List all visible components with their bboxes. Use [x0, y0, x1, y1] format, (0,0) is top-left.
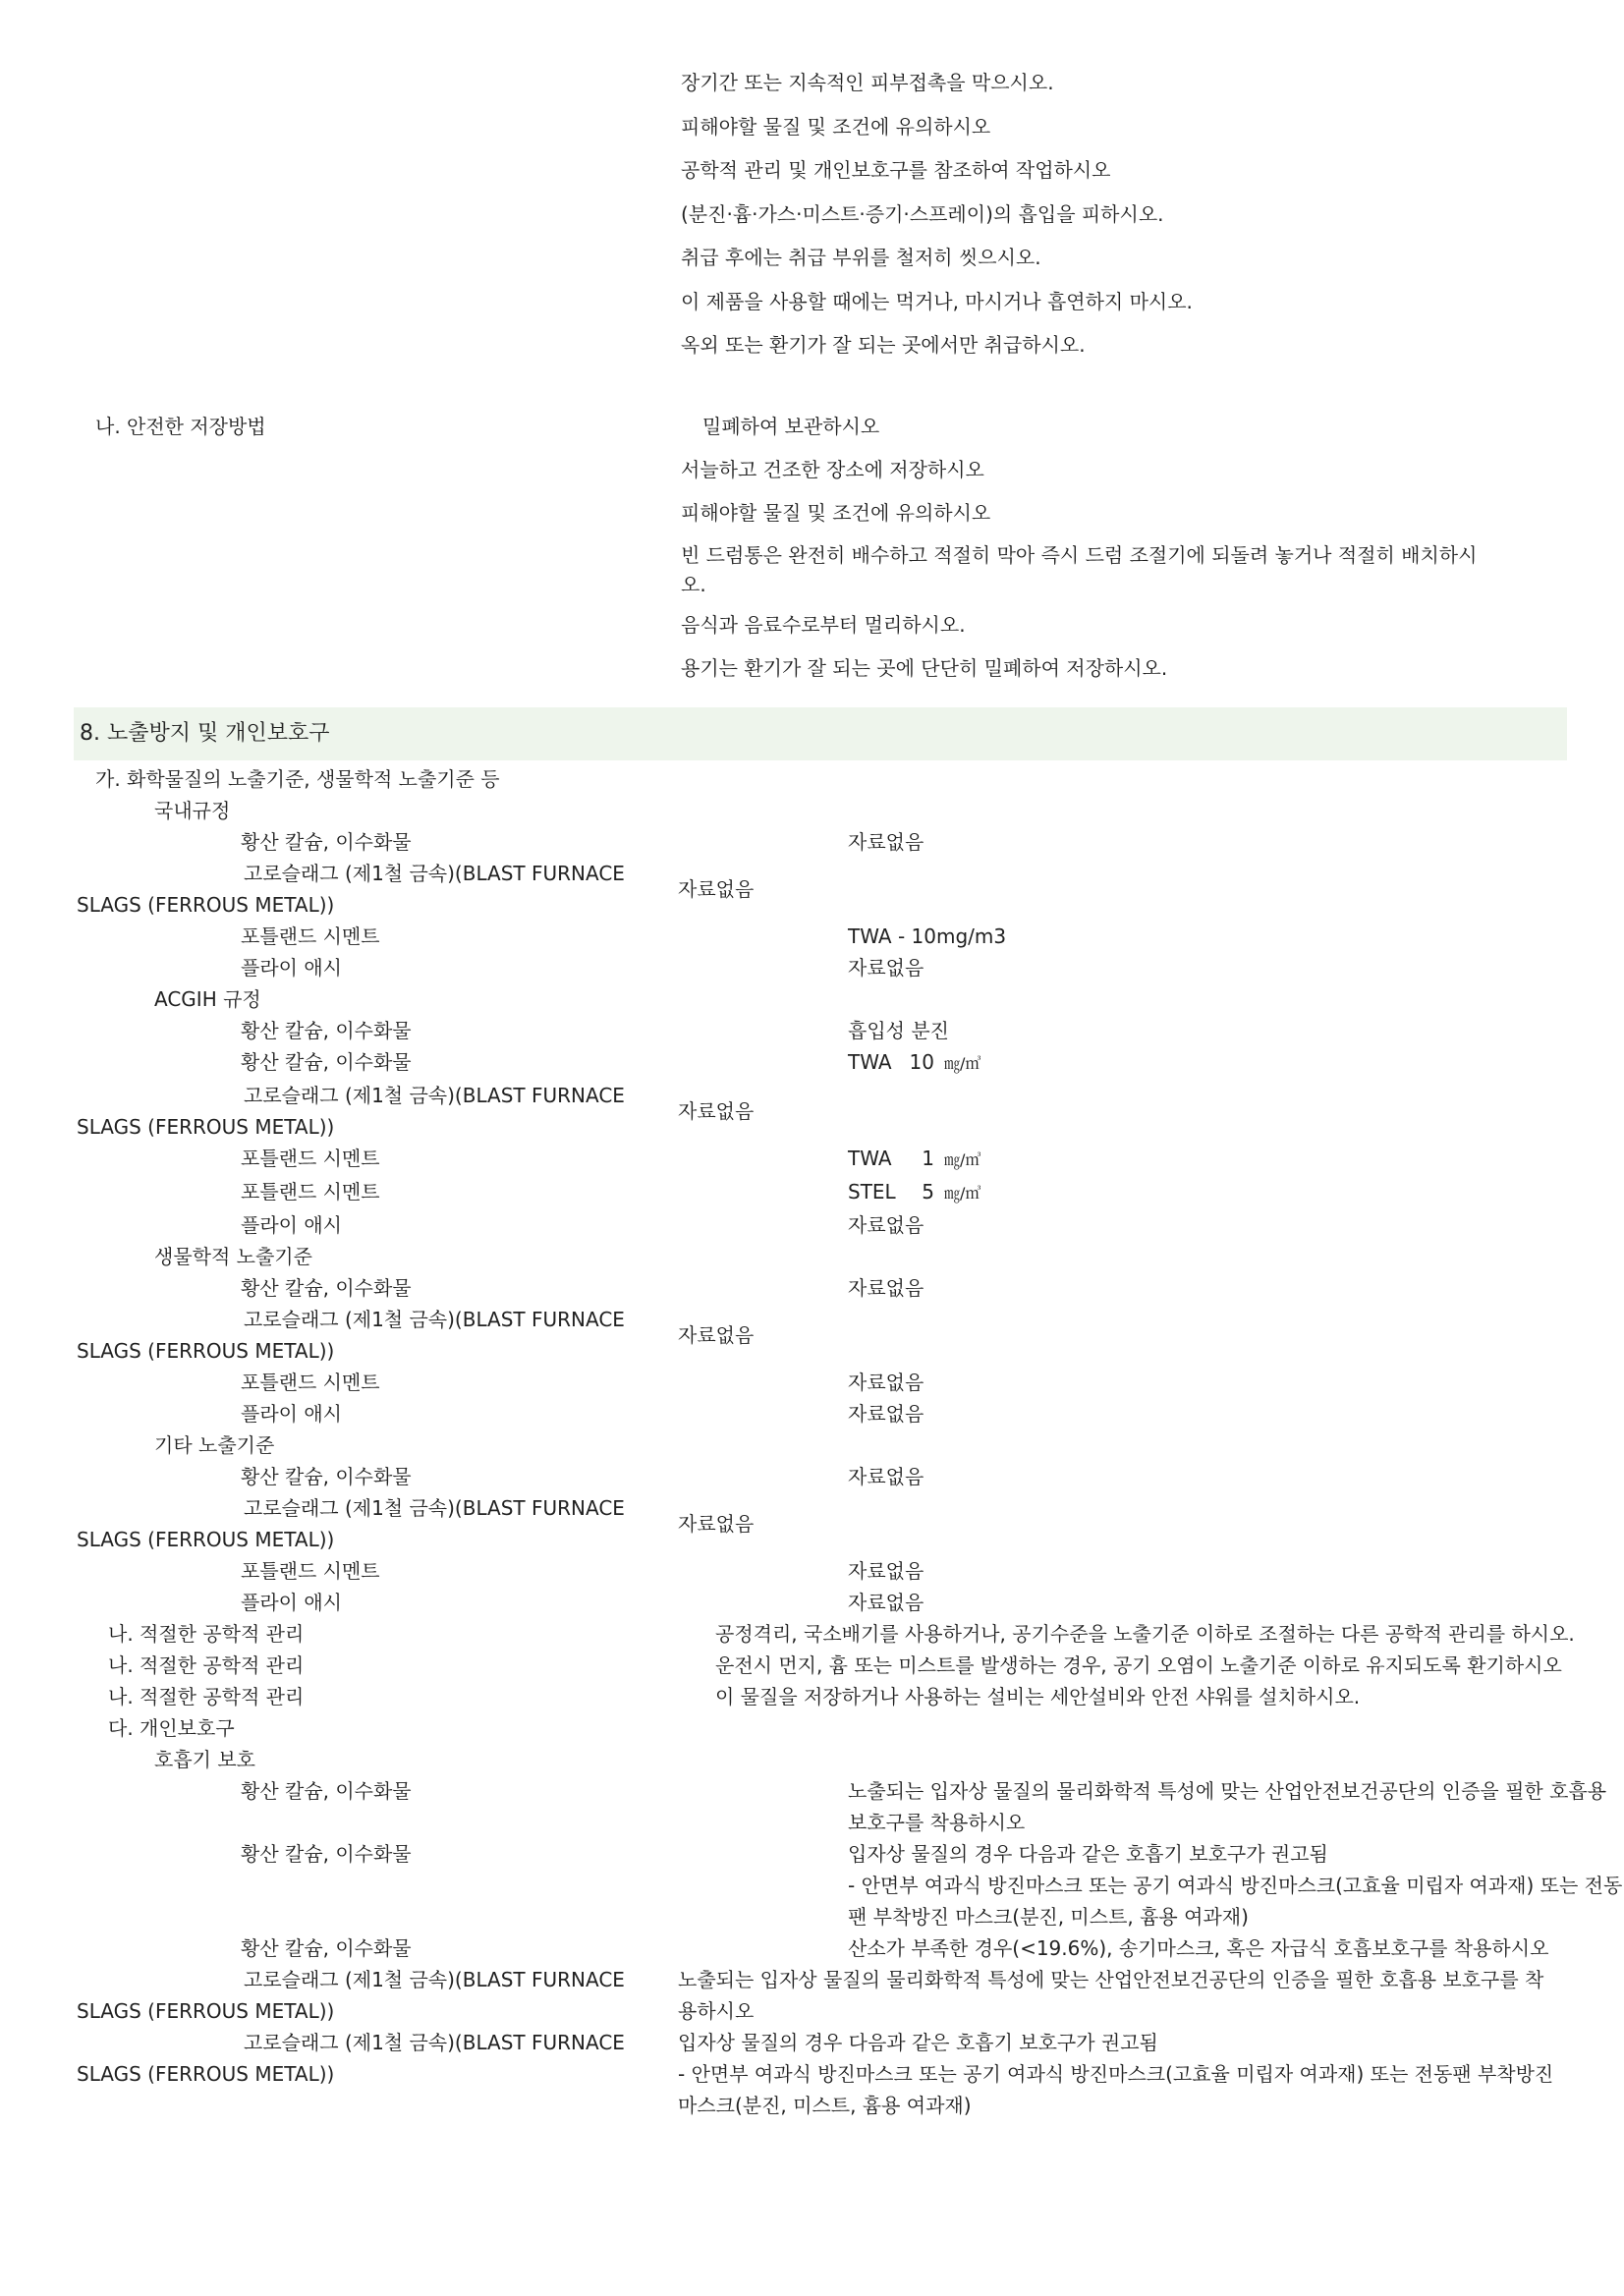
respiratory-value: 노출되는 입자상 물질의 물리화학적 특성에 맞는 산업안전보건공단의 인증을 필한 호흡용 보호구를 착용하시오 — [678, 1968, 1544, 2023]
section-8-header: 8. 노출방지 및 개인보호구 — [74, 707, 1567, 760]
substance-value: 자료없음 — [848, 1371, 924, 1394]
unit: ㎎/㎥ — [944, 1184, 981, 1203]
substance-name: 포틀랜드 시멘트 — [241, 924, 380, 948]
respiratory-value: 산소가 부족한 경우(<19.6%), 송기마스크, 혹은 자급식 호흡보호구를 착용하시오 — [848, 1936, 1549, 1960]
twa-label: TWA — [848, 1147, 892, 1170]
substance-name: 고로슬래그 (제1철 금속)(BLAST FURNACE SLAGS (FERROUS METAL)) — [77, 1968, 625, 2023]
respiratory-value: 노출되는 입자상 물질의 물리화학적 특성에 맞는 산업안전보건공단의 인증을 필한 호흡용 보호구를 착용하시오 — [848, 1779, 1607, 1834]
substance-name: 포틀랜드 시멘트 — [241, 1147, 380, 1170]
substance-name: 황산 칼슘, 이수화물 — [241, 1936, 412, 1960]
storage-item: 음식과 음료수로부터 멀리하시오. — [681, 613, 966, 637]
twa-label: TWA — [848, 1050, 892, 1074]
substance-name: 고로슬래그 (제1철 금속)(BLAST FURNACE SLAGS (FERROUS METAL)) — [77, 862, 625, 917]
substance-value: 자료없음 — [848, 1591, 924, 1614]
section-8-body — [0, 763, 1624, 2121]
substance-value: TWA - 10mg/m3 — [848, 924, 1007, 948]
substance-name: 황산 칼슘, 이수화물 — [241, 1779, 412, 1803]
engineering-value: 이 물질을 저장하거나 사용하는 설비는 세안설비와 안전 샤워를 설치하시오. — [715, 1685, 1361, 1708]
substance-name: 플라이 애시 — [241, 1402, 342, 1426]
handling-item: (분진·흄·가스·미스트·증기·스프레이)의 흡입을 피하시오. — [681, 201, 1164, 226]
substance-name: 황산 칼슘, 이수화물 — [241, 1276, 412, 1300]
unit: ㎎/㎥ — [944, 1150, 981, 1169]
substance-value: 자료없음 — [678, 1099, 755, 1123]
substance-value: 자료없음 — [848, 956, 924, 980]
respiratory-label: 호흡기 보호 — [154, 1748, 255, 1771]
substance-value: 자료없음 — [848, 1559, 924, 1583]
storage-item: 빈 드럼통은 완전히 배수하고 적절히 막아 즉시 드럼 조절기에 되돌려 놓거나 적절히 배치하시오. — [681, 543, 1478, 596]
storage-item: 밀폐하여 보관하시오 — [702, 415, 880, 438]
stel-value — [848, 1176, 1624, 1209]
handling-item: 피해야할 물질 및 조건에 유의하시오 — [681, 114, 991, 139]
other-label: 기타 노출기준 — [154, 1433, 275, 1457]
engineering-label: 나. 적절한 공학적 관리 — [108, 1622, 305, 1646]
substance-value: 자료없음 — [848, 1276, 924, 1300]
twa-value — [848, 1143, 1624, 1176]
storage-item: 서늘하고 건조한 장소에 저장하시오 — [681, 458, 984, 481]
engineering-label: 나. 적절한 공학적 관리 — [108, 1653, 305, 1677]
substance-value: 자료없음 — [848, 1465, 924, 1488]
biological-label: 생물학적 노출기준 — [154, 1245, 312, 1268]
twa-number: 1 — [922, 1147, 934, 1170]
substance-name: 플라이 애시 — [241, 1591, 342, 1614]
twa-number: 10 — [909, 1050, 934, 1074]
handling-item: 공학적 관리 및 개인보호구를 참조하여 작업하시오 — [681, 158, 1111, 182]
engineering-label: 나. 적절한 공학적 관리 — [108, 1685, 305, 1708]
handling-item: 이 제품을 사용할 때에는 먹거나, 마시거나 흡연하지 마시오. — [681, 289, 1193, 313]
storage-section — [0, 405, 1624, 690]
substance-name: 황산 칼슘, 이수화물 — [241, 1465, 412, 1488]
substance-value: 자료없음 — [848, 1402, 924, 1426]
substance-value: 자료없음 — [678, 1512, 755, 1536]
stel-number: 5 — [922, 1180, 934, 1204]
substance-name: 플라이 애시 — [241, 956, 342, 980]
handling-item: 옥외 또는 환기가 잘 되는 곳에서만 취급하시오. — [681, 333, 1086, 357]
stel-label: STEL — [848, 1180, 896, 1204]
substance-name: 포틀랜드 시멘트 — [241, 1559, 380, 1583]
engineering-value: 운전시 먼지, 흄 또는 미스트를 발생하는 경우, 공기 오염이 노출기준 이하로 유지되도록 환기하시오 — [715, 1653, 1562, 1677]
substance-value: 자료없음 — [678, 1323, 755, 1347]
domestic-label: 국내규정 — [154, 799, 231, 822]
handling-item: 장기간 또는 지속적인 피부접촉을 막으시오. — [681, 71, 1054, 94]
exposure-heading: 가. 화학물질의 노출기준, 생물학적 노출기준 등 — [95, 767, 500, 791]
substance-name: 포틀랜드 시멘트 — [241, 1371, 380, 1394]
storage-item: 용기는 환기가 잘 되는 곳에 단단히 밀폐하여 저장하시오. — [681, 656, 1168, 680]
respiratory-value: 입자상 물질의 경우 다음과 같은 호흡기 보호구가 권고됨 - 안면부 여과식 방진마스크 또는 공기 여과식 방진마스크(고효율 미립자 여과재) 또는 전동팬 부착방진 마스크(분진, 미스트, 흄용 여과재) — [848, 1842, 1623, 1929]
substance-name: 포틀랜드 시멘트 — [241, 1180, 380, 1204]
handling-item: 취급 후에는 취급 부위를 철저히 씻으시오. — [681, 246, 1041, 269]
substance-name: 고로슬래그 (제1철 금속)(BLAST FURNACE SLAGS (FERROUS METAL)) — [77, 1308, 625, 1363]
substance-name: 황산 칼슘, 이수화물 — [241, 1050, 412, 1074]
substance-name: 황산 칼슘, 이수화물 — [241, 830, 412, 854]
substance-value: 자료없음 — [848, 1213, 924, 1237]
storage-label: 나. 안전한 저장방법 — [95, 415, 266, 438]
substance-name: 황산 칼슘, 이수화물 — [241, 1842, 412, 1866]
twa-value — [848, 1046, 1624, 1080]
storage-item: 피해야할 물질 및 조건에 유의하시오 — [681, 501, 991, 525]
handling-precautions — [0, 61, 1624, 367]
substance-name: 고로슬래그 (제1철 금속)(BLAST FURNACE SLAGS (FERROUS METAL)) — [77, 1496, 625, 1551]
substance-name: 황산 칼슘, 이수화물 — [241, 1019, 412, 1042]
acgih-label: ACGIH 규정 — [154, 987, 261, 1011]
substance-value: 자료없음 — [678, 877, 755, 901]
respiratory-value: 입자상 물질의 경우 다음과 같은 호흡기 보호구가 권고됨 - 안면부 여과식 방진마스크 또는 공기 여과식 방진마스크(고효율 미립자 여과재) 또는 전동팬 부착방진 마스크(분진, 미스트, 흄용 여과재) — [678, 2031, 1554, 2117]
substance-name: 고로슬래그 (제1철 금속)(BLAST FURNACE SLAGS (FERROUS METAL)) — [77, 2031, 625, 2086]
substance-value: 흡입성 분진 — [848, 1019, 949, 1042]
substance-name: 고로슬래그 (제1철 금속)(BLAST FURNACE SLAGS (FERROUS METAL)) — [77, 1084, 625, 1139]
substance-value: 자료없음 — [848, 830, 924, 854]
ppe-heading: 다. 개인보호구 — [108, 1716, 235, 1740]
substance-name: 플라이 애시 — [241, 1213, 342, 1237]
engineering-value: 공정격리, 국소배기를 사용하거나, 공기수준을 노출기준 이하로 조절하는 다른 공학적 관리를 하시오. — [715, 1622, 1575, 1646]
unit: ㎎/㎥ — [944, 1054, 981, 1073]
